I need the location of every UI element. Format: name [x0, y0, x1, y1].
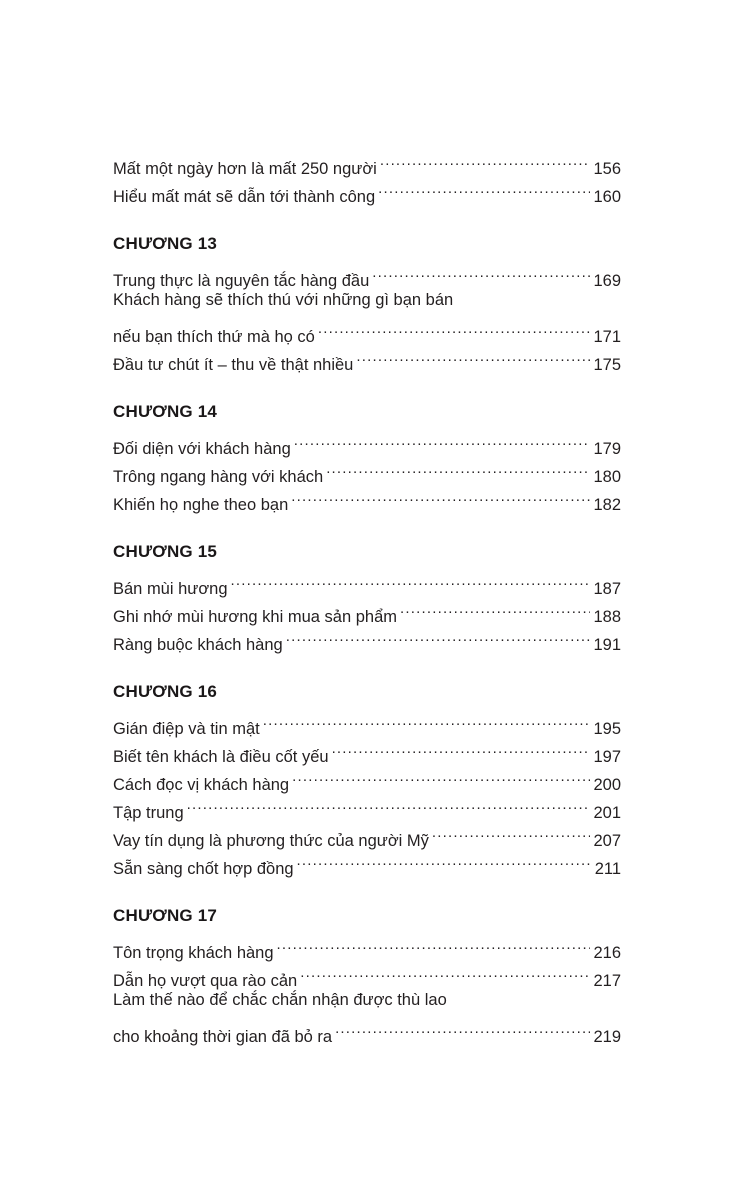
- toc-chapter-13: [113, 230, 621, 374]
- toc-entry-title: Đối diện với khách hàng: [113, 440, 291, 458]
- toc-entry: [113, 286, 621, 346]
- dot-leader: [300, 958, 590, 986]
- toc-entry: [113, 706, 621, 738]
- toc-entry-page: 182: [593, 496, 621, 514]
- toc-entry-title: cho khoảng thời gian đã bỏ ra: [113, 1028, 333, 1046]
- chapter-heading: CHƯƠNG 13: [113, 234, 218, 253]
- toc-chapter-17: [113, 902, 621, 1046]
- toc-entry-page: 180: [593, 468, 621, 486]
- toc-entry-title: Mất một ngày hơn là mất 250 người: [113, 160, 377, 178]
- toc-entry: [113, 986, 621, 1046]
- dot-leader: [318, 314, 591, 342]
- toc-entry-title: Ràng buộc khách hàng: [113, 636, 283, 654]
- toc-entry-page: 160: [593, 188, 621, 206]
- toc-entry-page: 188: [593, 608, 621, 626]
- chapter-heading: CHƯƠNG 15: [113, 542, 218, 561]
- dot-leader: [400, 594, 590, 622]
- toc-entry-title: Dẫn họ vượt qua rào cản: [113, 972, 298, 990]
- toc-entry-title: Biết tên khách là điều cốt yếu: [113, 748, 329, 766]
- dot-leader: [332, 734, 591, 762]
- toc-entry-page: 171: [593, 328, 621, 346]
- toc-entry: [113, 146, 621, 178]
- dot-leader: [372, 258, 590, 286]
- toc-entry-page: 211: [594, 860, 621, 878]
- toc-entry-page: 156: [593, 160, 621, 178]
- dot-leader: [326, 454, 590, 482]
- toc-chapter-14: [113, 398, 621, 514]
- toc-entry-page: 197: [593, 748, 621, 766]
- dot-leader: [378, 174, 590, 202]
- toc-entry-page: 217: [593, 972, 621, 990]
- dot-leader: [291, 482, 590, 510]
- toc-entry-title: Hiểu mất mát sẽ dẫn tới thành công: [113, 188, 376, 206]
- toc-entry-title: Đầu tư chút ít – thu về thật nhiều: [113, 356, 354, 374]
- toc-entry-page: 191: [593, 636, 621, 654]
- toc-entry: [113, 930, 621, 962]
- dot-leader: [380, 146, 591, 174]
- dot-leader: [263, 706, 591, 734]
- toc-entry-page: 216: [593, 944, 621, 962]
- toc-entry: [113, 258, 621, 290]
- toc-entry-page: 175: [593, 356, 621, 374]
- toc-entry-title: nếu bạn thích thứ mà họ có: [113, 328, 315, 346]
- toc-entry-title: Trông ngang hàng với khách: [113, 468, 324, 486]
- toc-entry-page: 219: [593, 1028, 621, 1046]
- toc-entry-page: 195: [593, 720, 621, 738]
- toc-entry-title: Tập trung: [113, 804, 184, 822]
- toc-entry-title: Tôn trọng khách hàng: [113, 944, 274, 962]
- toc-entry-title-line1: Khách hàng sẽ thích thú với những gì bạn bán: [113, 291, 454, 309]
- toc-entry: [113, 566, 621, 598]
- dot-leader: [231, 566, 591, 594]
- dot-leader: [432, 818, 591, 846]
- toc-entry-title: Cách đọc vị khách hàng: [113, 776, 290, 794]
- toc-entry-page: 207: [593, 832, 621, 850]
- dot-leader: [335, 1014, 590, 1042]
- toc-entry-title: Vay tín dụng là phương thức của người Mỹ: [113, 832, 429, 850]
- toc-section-continued: [113, 146, 621, 206]
- toc-entry-title-line1: Làm thế nào để chắc chắn nhận được thù lao: [113, 991, 447, 1009]
- toc-entry-page: 200: [593, 776, 621, 794]
- dot-leader: [356, 342, 590, 370]
- toc-entry-title: Khiến họ nghe theo bạn: [113, 496, 289, 514]
- dot-leader: [292, 762, 590, 790]
- toc-entry-page: 179: [593, 440, 621, 458]
- toc-entry-page: 201: [593, 804, 621, 822]
- toc-chapter-16: [113, 678, 621, 878]
- toc-entry-page: 187: [593, 580, 621, 598]
- toc-entry-title: Bán mùi hương: [113, 580, 228, 598]
- toc-entry-title: Gián điệp và tin mật: [113, 720, 260, 738]
- chapter-heading: CHƯƠNG 14: [113, 402, 218, 421]
- toc-entry-title: Sẵn sàng chốt hợp đồng: [113, 860, 294, 878]
- toc-chapter-15: [113, 538, 621, 654]
- dot-leader: [286, 622, 591, 650]
- dot-leader: [294, 426, 591, 454]
- toc-entry: [113, 818, 621, 850]
- dot-leader: [187, 790, 591, 818]
- toc-entry: [113, 790, 621, 822]
- toc-entry-page: 169: [593, 272, 621, 290]
- toc-entry-title: Ghi nhớ mùi hương khi mua sản phẩm: [113, 608, 397, 626]
- chapter-heading: CHƯƠNG 17: [113, 906, 218, 925]
- dot-leader: [297, 846, 592, 874]
- toc-entry: [113, 426, 621, 458]
- toc-entry-title: Trung thực là nguyên tắc hàng đầu: [113, 272, 370, 290]
- table-of-contents: [113, 146, 621, 1046]
- dot-leader: [277, 930, 591, 958]
- chapter-heading: CHƯƠNG 16: [113, 682, 218, 701]
